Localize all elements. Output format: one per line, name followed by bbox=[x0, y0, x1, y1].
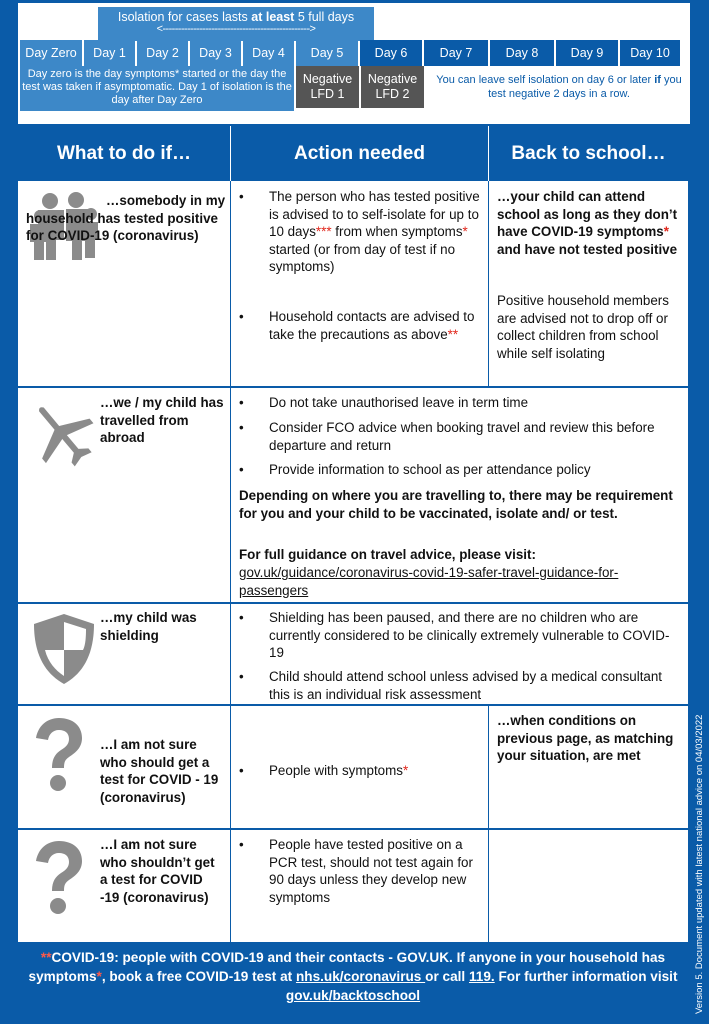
leave-isolation-note: You can leave self isolation on day 6 or later if you test negative 2 days in a row. bbox=[436, 74, 682, 100]
day-cell: Day 8 bbox=[490, 40, 554, 66]
backtoschool-link[interactable]: gov.uk/backtoschool bbox=[285, 988, 421, 1003]
day-cell: Day 4 bbox=[243, 40, 294, 66]
row-divider bbox=[18, 386, 688, 388]
school-note: Positive household members are advised not to drop off or collect children from school while self isolating bbox=[497, 293, 669, 361]
day-cell: Day 6 bbox=[360, 40, 422, 66]
day-zero-note: Day zero is the day symptoms* started or the day the test was taken if asymptomatic. Day 1 of isolation is the day after Day Zero bbox=[20, 66, 294, 111]
header-back-to-school: Back to school… bbox=[489, 126, 688, 181]
day-cell: Day 3 bbox=[190, 40, 241, 66]
isolation-timeline bbox=[18, 3, 690, 124]
situation-household-positive: …somebody in my household has tested positive for COVID-19 (coronavirus) bbox=[26, 193, 226, 243]
situation-who-should-test: …I am not sure who should get a test for COVID - 19 (coronavirus) bbox=[100, 737, 219, 805]
action-bullet: • Provide information to school as per attendance policy bbox=[239, 462, 591, 477]
column-divider bbox=[488, 705, 489, 942]
day-cell: Day 2 bbox=[137, 40, 188, 66]
question-mark-icon bbox=[34, 839, 84, 917]
double-arrow-icon: <‑‑‑‑‑‑‑‑‑‑‑‑‑‑‑‑‑‑‑‑‑‑‑‑‑‑‑‑‑‑‑‑‑‑‑‑‑‑‑‑‑‑‑‑‑‑‑‑> bbox=[156, 23, 316, 35]
nhs-coronavirus-link[interactable]: nhs.uk/coronavirus bbox=[295, 969, 426, 984]
action-bullet: • Consider FCO advice when booking travel and review this before departure and return bbox=[239, 420, 655, 453]
day-cell: Day 9 bbox=[556, 40, 618, 66]
action-bullet: • Household contacts are advised to take the precautions as above** bbox=[239, 309, 475, 342]
action-bullet: • Shielding has been paused, and there are no children who are currently considered to be clinically extremely vulnerable to COVID-19 bbox=[239, 610, 670, 660]
guidance-table bbox=[18, 126, 688, 942]
day-cell: Day 5 bbox=[296, 40, 358, 66]
action-bullet: • Child should attend school unless advised by a medical consultant this is an individual risk assessment bbox=[239, 669, 663, 702]
question-mark-icon bbox=[34, 716, 84, 794]
header-action-needed: Action needed bbox=[231, 126, 488, 181]
negative-lfd-2: Negative LFD 2 bbox=[361, 66, 424, 108]
travel-guidance-label: For full guidance on travel advice, please visit: bbox=[239, 547, 536, 562]
action-bullet: • People with symptoms* bbox=[239, 763, 409, 778]
negative-lfd-1: Negative LFD 1 bbox=[296, 66, 359, 108]
travel-requirement-note: Depending on where you are travelling to, there may be requirement for you and your child to be vaccinated, isolate and/ or test. bbox=[239, 488, 673, 521]
header-what-to-do: What to do if… bbox=[18, 126, 230, 181]
school-condition-general: …when conditions on previous page, as matching your situation, are met bbox=[497, 713, 674, 763]
footer-note: **COVID-19: people with COVID-19 and their contacts - GOV.UK. If anyone in your household has symptoms*, book a free COVID-19 test at nhs.uk/coronavirus or call 119. For further information visit gov.uk/backtoschool bbox=[28, 950, 678, 1003]
action-bullet: • The person who has tested positive is advised to to self-isolate for up to 10 days*** from when symptoms* started (or from day of test if no symptoms) bbox=[239, 189, 480, 274]
situation-shielding: …my child was shielding bbox=[100, 610, 197, 643]
day-row bbox=[20, 40, 680, 66]
row-divider bbox=[18, 828, 688, 830]
action-bullet: • People have tested positive on a PCR test, should not test again for 90 days unless they develop new symptoms bbox=[239, 837, 473, 905]
situation-travelled: …we / my child has travelled from abroad bbox=[100, 395, 224, 445]
banner-suffix: 5 full days bbox=[294, 10, 355, 24]
version-note: Version 5. Document updated with latest national advice on 04/03/2022 bbox=[694, 714, 705, 1014]
situation-who-shouldnt-test: …I am not sure who shouldn’t get a test for COVID -19 (coronavirus) bbox=[100, 837, 215, 905]
day-cell: Day 7 bbox=[424, 40, 488, 66]
shield-icon bbox=[32, 612, 96, 686]
call-119-link[interactable]: 119. bbox=[468, 969, 495, 984]
airplane-icon bbox=[26, 398, 98, 470]
column-divider bbox=[488, 181, 489, 387]
row-divider bbox=[18, 602, 688, 604]
day-cell: Day 1 bbox=[84, 40, 135, 66]
school-condition: …your child can attend school as long as they don’t have COVID-19 symptoms* and have not tested positive bbox=[497, 189, 678, 257]
day-cell: Day 10 bbox=[620, 40, 680, 66]
travel-guidance-link[interactable]: gov.uk/guidance/coronavirus-covid-19-safer-travel-guidance-for-passengers bbox=[239, 565, 619, 598]
row-divider bbox=[18, 704, 688, 706]
isolation-banner bbox=[98, 7, 374, 41]
day-cell: Day Zero bbox=[20, 40, 82, 66]
banner-text: Isolation for cases lasts bbox=[117, 10, 252, 24]
banner-bold: at least bbox=[251, 10, 295, 24]
action-bullet: • Do not take unauthorised leave in term time bbox=[239, 395, 529, 410]
